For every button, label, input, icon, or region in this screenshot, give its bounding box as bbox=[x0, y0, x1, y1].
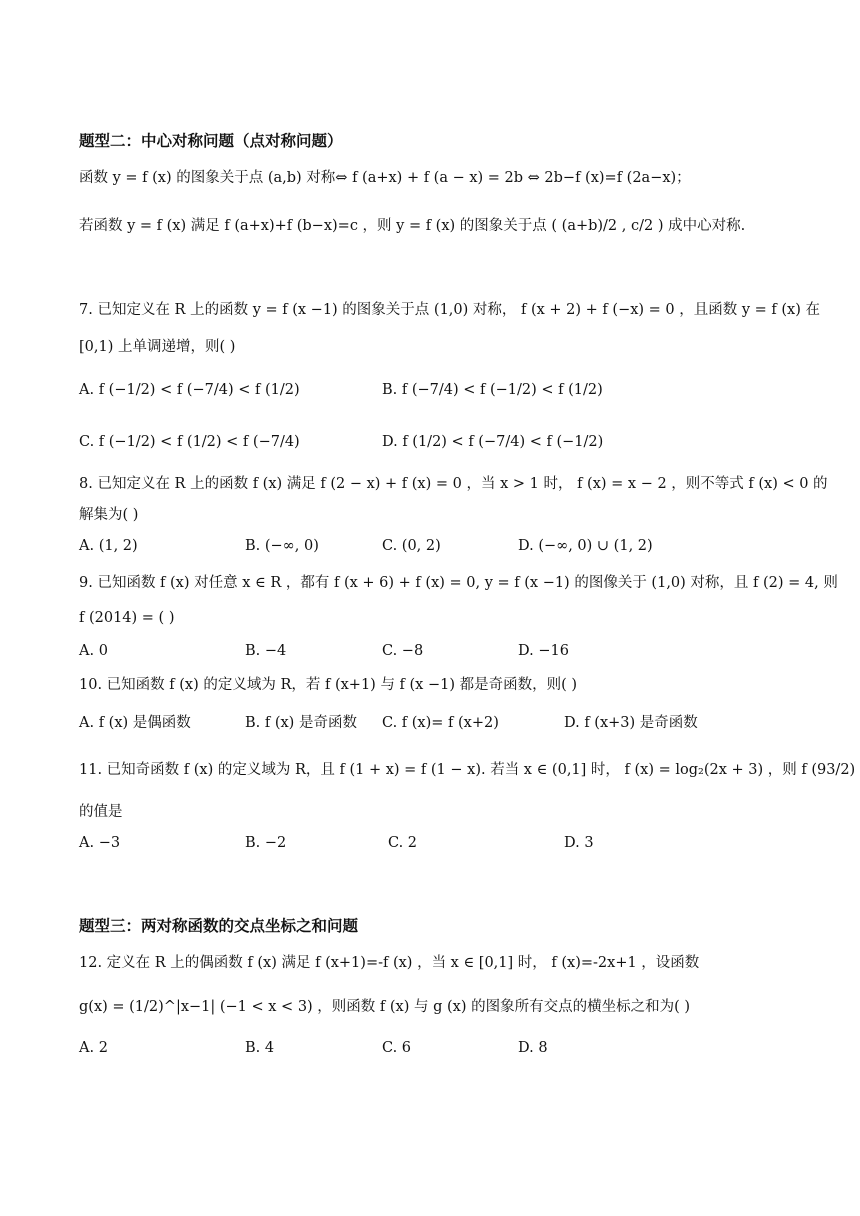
q7-stem-line2: [0,1) 上单调递增，则( ) bbox=[79, 339, 236, 355]
q8-option-a: A. (1, 2) bbox=[79, 538, 138, 554]
section2-line1: 函数 y = f (x) 的图象关于点 (a,b) 对称⇔ f (a+x) + f (a − x) = 2b ⇔ 2b−f (x)=f (2a−x)； bbox=[79, 170, 691, 186]
q9-stem-line2: f (2014) = ( ) bbox=[79, 610, 175, 626]
q12-option-b: B. 4 bbox=[245, 1040, 275, 1056]
q11-option-c: C. 2 bbox=[388, 835, 418, 851]
q8-option-b: B. (−∞, 0) bbox=[245, 538, 319, 554]
q10-stem: 10. 已知函数 f (x) 的定义域为 R，若 f (x+1) 与 f (x −1) 都是奇函数，则( ) bbox=[79, 677, 578, 693]
q11-stem-line1: 11. 已知奇函数 f (x) 的定义域为 R，且 f (1 + x) = f (1 − x). 若当 x ∈ (0,1] 时， f (x) = log₂(2x + 3) ，则 f (93/2) bbox=[79, 762, 856, 778]
q7-option-d: D. f (1/2) < f (−7/4) < f (−1/2) bbox=[382, 434, 604, 450]
q8-stem-line1: 8. 已知定义在 R 上的函数 f (x) 满足 f (2 − x) + f (x) = 0 ，当 x > 1 时， f (x) = x − 2 ，则不等式 f (x) < 0 的 bbox=[79, 476, 828, 492]
section3-heading: 题型三：两对称函数的交点坐标之和问题 bbox=[79, 917, 359, 935]
q7-option-c: C. f (−1/2) < f (1/2) < f (−7/4) bbox=[79, 434, 300, 450]
q9-option-b: B. −4 bbox=[245, 643, 287, 659]
q10-option-c: C. f (x)= f (x+2) bbox=[382, 715, 499, 731]
q12-stem-line1: 12. 定义在 R 上的偶函数 f (x) 满足 f (x+1)=-f (x) ，当 x ∈ [0,1] 时， f (x)=-2x+1 ，设函数 bbox=[79, 955, 700, 971]
q11-stem-line2: 的值是 bbox=[79, 804, 123, 820]
q8-option-c: C. (0, 2) bbox=[382, 538, 441, 554]
q12-option-d: D. 8 bbox=[518, 1040, 548, 1056]
q12-stem-line2: g(x) = (1/2)^|x−1| (−1 < x < 3) ，则函数 f (x) 与 g (x) 的图象所有交点的横坐标之和为( ) bbox=[79, 999, 691, 1015]
q12-option-c: C. 6 bbox=[382, 1040, 412, 1056]
q10-option-d: D. f (x+3) 是奇函数 bbox=[564, 715, 698, 731]
q7-stem-line1: 7. 已知定义在 R 上的函数 y = f (x −1) 的图象关于点 (1,0) 对称， f (x + 2) + f (−x) = 0 ，且函数 y = f (x) 在 bbox=[79, 302, 820, 318]
q11-option-b: B. −2 bbox=[245, 835, 287, 851]
section2-heading: 题型二：中心对称问题（点对称问题） bbox=[79, 132, 343, 150]
q8-stem-line2: 解集为( ) bbox=[79, 507, 139, 523]
q9-option-c: C. −8 bbox=[382, 643, 424, 659]
q9-option-d: D. −16 bbox=[518, 643, 569, 659]
q9-option-a: A. 0 bbox=[79, 643, 108, 659]
q12-option-a: A. 2 bbox=[79, 1040, 108, 1056]
q7-option-a: A. f (−1/2) < f (−7/4) < f (1/2) bbox=[79, 382, 300, 398]
q8-option-d: D. (−∞, 0) ∪ (1, 2) bbox=[518, 538, 653, 554]
q10-option-a: A. f (x) 是偶函数 bbox=[79, 715, 191, 731]
q10-option-b: B. f (x) 是奇函数 bbox=[245, 715, 357, 731]
q11-option-a: A. −3 bbox=[79, 835, 121, 851]
q9-stem-line1: 9. 已知函数 f (x) 对任意 x ∈ R ，都有 f (x + 6) + f (x) = 0, y = f (x −1) 的图像关于 (1,0) 对称，且 f (2) = 4, 则 bbox=[79, 575, 838, 591]
q7-option-b: B. f (−7/4) < f (−1/2) < f (1/2) bbox=[382, 382, 603, 398]
q11-option-d: D. 3 bbox=[564, 835, 594, 851]
section2-line2: 若函数 y = f (x) 满足 f (a+x)+f (b−x)=c ，则 y = f (x) 的图象关于点 ( (a+b)/2 , c/2 ) 成中心对称. bbox=[79, 218, 746, 234]
